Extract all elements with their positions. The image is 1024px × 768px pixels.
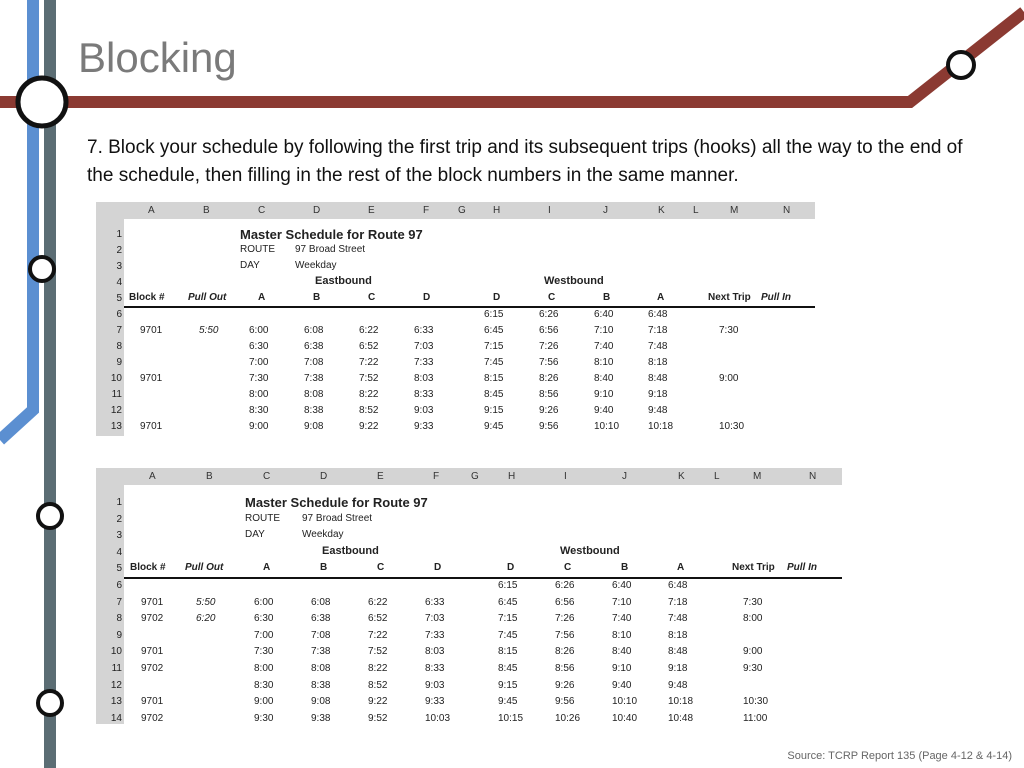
table-cell: 9:45 bbox=[498, 696, 518, 708]
table-cell: 6:33 bbox=[414, 325, 434, 336]
table-cell: 8:00 bbox=[249, 389, 269, 400]
column-letter: D bbox=[313, 205, 321, 216]
column-header-cell: B bbox=[320, 562, 328, 574]
table-cell: 8:48 bbox=[648, 373, 668, 384]
station-marker bbox=[38, 691, 62, 715]
column-letter: E bbox=[368, 205, 375, 216]
table-cell: 10:10 bbox=[594, 421, 620, 432]
table-cell: 7:10 bbox=[594, 325, 614, 336]
column-header-cell: Block # bbox=[129, 292, 165, 303]
table-cell: 8:08 bbox=[304, 389, 324, 400]
table-cell: 6:22 bbox=[368, 596, 388, 608]
day-label: DAY bbox=[245, 529, 265, 541]
table-cell: 6:38 bbox=[311, 613, 331, 625]
slide-title: Blocking bbox=[78, 34, 237, 81]
table-cell: 9:30 bbox=[254, 712, 274, 724]
table-cell: 9:03 bbox=[425, 679, 445, 691]
table-cell: 8:15 bbox=[484, 373, 504, 384]
table-cell: 9:40 bbox=[594, 405, 614, 416]
column-letter: G bbox=[458, 205, 466, 216]
table-cell: 9701 bbox=[141, 696, 164, 708]
column-letter: M bbox=[730, 205, 739, 216]
column-letter: K bbox=[678, 471, 685, 482]
table-cell: 7:00 bbox=[249, 357, 269, 368]
table-cell: 7:18 bbox=[648, 325, 668, 336]
table-cell: 6:30 bbox=[249, 341, 269, 352]
table-cell: 9:15 bbox=[484, 405, 504, 416]
table-cell: 10:03 bbox=[425, 712, 451, 724]
table-cell: 11:00 bbox=[743, 712, 768, 724]
column-header-cell: C bbox=[368, 292, 376, 303]
table-cell: 7:40 bbox=[594, 341, 614, 352]
row-number: 3 bbox=[116, 261, 122, 272]
route-value: 97 Broad Street bbox=[295, 244, 366, 255]
table-cell: 9:56 bbox=[539, 421, 559, 432]
table-cell: 8:33 bbox=[425, 663, 445, 674]
row-number: 1 bbox=[116, 497, 122, 508]
table-cell: 9:00 bbox=[254, 696, 274, 708]
table-cell: 6:00 bbox=[249, 325, 269, 336]
westbound-label: Westbound bbox=[560, 544, 620, 557]
table-cell: 7:45 bbox=[484, 357, 504, 368]
row-number: 9 bbox=[116, 357, 122, 368]
column-header-cell: Pull Out bbox=[185, 562, 224, 574]
table-cell: 9:56 bbox=[555, 696, 575, 708]
table-cell: 8:33 bbox=[414, 389, 434, 400]
day-value: Weekday bbox=[295, 260, 337, 271]
row-number: 13 bbox=[110, 696, 122, 708]
table-cell: 6:40 bbox=[594, 309, 614, 320]
column-header-cell: B bbox=[313, 292, 321, 303]
table-cell: 6:33 bbox=[425, 596, 445, 608]
table-cell: 6:52 bbox=[368, 613, 388, 625]
column-letter: N bbox=[809, 471, 817, 482]
instruction-text: 7. Block your schedule by following the first trip and its subsequent trips (hooks) all the way to the end of the schedule, then filling in the rest of the block numbers in the same manner. bbox=[87, 137, 963, 186]
day-label: DAY bbox=[240, 260, 260, 271]
table-cell: 8:56 bbox=[539, 389, 559, 400]
table-cell: 8:22 bbox=[368, 663, 388, 674]
column-header-cell: B bbox=[603, 292, 611, 303]
row-number: 10 bbox=[110, 373, 122, 384]
table-cell: 7:08 bbox=[311, 629, 331, 641]
table-cell: 7:52 bbox=[359, 373, 379, 384]
table-cell: 9:08 bbox=[311, 696, 331, 708]
table-cell: 10:26 bbox=[555, 712, 581, 724]
table-cell: 8:10 bbox=[594, 357, 614, 368]
table-cell: 9:48 bbox=[668, 679, 688, 691]
table-cell: 6:08 bbox=[304, 325, 324, 336]
day-value: Weekday bbox=[302, 529, 344, 541]
table-cell: 8:03 bbox=[425, 646, 445, 658]
column-header-cell: C bbox=[548, 292, 556, 303]
row-number: 12 bbox=[110, 679, 122, 691]
table-cell: 10:18 bbox=[648, 421, 674, 432]
station-marker-large bbox=[18, 78, 66, 126]
row-number: 11 bbox=[111, 389, 122, 400]
table-cell: 10:15 bbox=[498, 712, 524, 724]
table-cell: 7:26 bbox=[555, 613, 575, 625]
table-cell: 7:48 bbox=[668, 613, 688, 625]
table-cell: 8:03 bbox=[414, 373, 434, 384]
table-cell: 9:40 bbox=[612, 679, 632, 691]
table-cell: 5:50 bbox=[196, 596, 216, 608]
column-header-cell: D bbox=[423, 292, 431, 303]
table-cell: 8:52 bbox=[359, 405, 379, 416]
column-header-cell: Pull In bbox=[761, 292, 791, 303]
table-cell: 9:33 bbox=[414, 421, 434, 432]
table-cell: 9:22 bbox=[359, 421, 379, 432]
column-letter: H bbox=[508, 471, 516, 482]
column-header-cell: C bbox=[564, 562, 572, 574]
table-cell: 6:15 bbox=[498, 580, 518, 591]
table-cell: 8:08 bbox=[311, 663, 331, 674]
column-letter: A bbox=[148, 205, 155, 216]
column-letter: C bbox=[263, 471, 271, 482]
table-cell: 10:10 bbox=[612, 696, 638, 708]
column-header-cell: A bbox=[657, 292, 665, 303]
column-header-cell: C bbox=[377, 562, 385, 574]
table-cell: 9:48 bbox=[648, 405, 668, 416]
table-cell: 8:26 bbox=[539, 373, 559, 384]
table-cell: 7:22 bbox=[359, 357, 379, 368]
table-cell: 8:40 bbox=[594, 373, 614, 384]
column-letter: M bbox=[753, 471, 762, 482]
route-value: 97 Broad Street bbox=[302, 512, 373, 524]
table-cell: 9702 bbox=[141, 663, 164, 674]
table-cell: 9701 bbox=[140, 421, 163, 432]
column-letter: K bbox=[658, 205, 665, 216]
column-letter: J bbox=[622, 471, 627, 482]
table-cell: 6:15 bbox=[484, 309, 504, 320]
table-cell: 6:56 bbox=[555, 596, 575, 608]
column-header-cell: Next Trip bbox=[732, 562, 775, 574]
row-number: 14 bbox=[110, 712, 122, 724]
column-letter: E bbox=[377, 471, 384, 482]
table-cell: 6:38 bbox=[304, 341, 324, 352]
table-cell: 8:10 bbox=[612, 629, 632, 641]
table-cell: 7:38 bbox=[311, 646, 331, 658]
row-number: 5 bbox=[116, 293, 122, 304]
table-cell: 9:33 bbox=[425, 696, 445, 708]
table-cell: 8:38 bbox=[311, 679, 331, 691]
table-cell: 7:00 bbox=[254, 629, 274, 641]
eastbound-label: Eastbound bbox=[322, 544, 379, 557]
table-cell: 8:40 bbox=[612, 646, 632, 658]
table-cell: 8:26 bbox=[555, 646, 575, 658]
column-header-cell: Pull In bbox=[787, 562, 817, 574]
route-label: ROUTE bbox=[245, 512, 280, 524]
table-cell: 10:48 bbox=[668, 712, 694, 724]
table-cell: 8:30 bbox=[254, 679, 274, 691]
route-label: ROUTE bbox=[240, 244, 275, 255]
column-header-cell: A bbox=[263, 562, 271, 574]
table-cell: 9:38 bbox=[311, 712, 331, 724]
column-letter: B bbox=[206, 471, 213, 482]
table-cell: 9:18 bbox=[668, 663, 688, 674]
table-cell: 9701 bbox=[141, 646, 164, 658]
westbound-label: Westbound bbox=[544, 275, 604, 287]
table-cell: 5:50 bbox=[199, 325, 219, 336]
column-letter: B bbox=[203, 205, 210, 216]
column-letter: F bbox=[433, 471, 440, 482]
table-cell: 8:00 bbox=[254, 663, 274, 674]
row-number: 10 bbox=[110, 646, 122, 658]
table-cell: 7:30 bbox=[743, 596, 763, 608]
table-cell: 7:30 bbox=[719, 325, 739, 336]
table-cell: 6:26 bbox=[539, 309, 559, 320]
table-cell: 7:56 bbox=[539, 357, 559, 368]
column-letter: I bbox=[548, 205, 551, 216]
source-citation: Source: TCRP Report 135 (Page 4-12 & 4-14) bbox=[787, 750, 1012, 762]
column-header-cell: A bbox=[677, 562, 685, 574]
column-letter: C bbox=[258, 205, 266, 216]
table-cell: 9702 bbox=[141, 613, 164, 625]
row-number: 4 bbox=[116, 546, 122, 558]
row-number: 11 bbox=[111, 663, 122, 674]
table-cell: 6:00 bbox=[254, 596, 274, 608]
table-cell: 9701 bbox=[141, 596, 164, 608]
row-number: 5 bbox=[116, 563, 122, 575]
row-number: 2 bbox=[116, 245, 122, 256]
table-cell: 7:30 bbox=[249, 373, 269, 384]
table-cell: 8:45 bbox=[484, 389, 504, 400]
table-cell: 9:00 bbox=[719, 373, 739, 384]
table-cell: 8:30 bbox=[249, 405, 269, 416]
table-cell: 6:45 bbox=[484, 325, 504, 336]
table-cell: 9:15 bbox=[498, 679, 518, 691]
table-cell: 7:18 bbox=[668, 596, 688, 608]
row-number: 4 bbox=[116, 277, 122, 288]
table-cell: 9:45 bbox=[484, 421, 504, 432]
column-letter: H bbox=[493, 205, 501, 216]
header-underline bbox=[124, 306, 815, 308]
table-cell: 9:00 bbox=[249, 421, 269, 432]
table-cell: 7:48 bbox=[648, 341, 668, 352]
spreadsheet-before-blocking bbox=[96, 202, 815, 436]
row-number: 7 bbox=[116, 596, 122, 608]
table-cell: 9:26 bbox=[539, 405, 559, 416]
column-letter: L bbox=[714, 471, 720, 482]
table-cell: 9701 bbox=[140, 325, 163, 336]
row-number: 3 bbox=[116, 530, 122, 542]
column-letter: G bbox=[471, 471, 479, 482]
table-cell: 7:10 bbox=[612, 596, 632, 608]
row-number: 9 bbox=[116, 629, 122, 641]
table-cell: 7:38 bbox=[304, 373, 324, 384]
table-cell: 7:33 bbox=[414, 357, 434, 368]
table-cell: 6:48 bbox=[648, 309, 668, 320]
table-cell: 7:45 bbox=[498, 629, 518, 641]
table-cell: 7:33 bbox=[425, 629, 445, 641]
row-number: 6 bbox=[116, 580, 122, 591]
row-number: 7 bbox=[116, 325, 122, 336]
table-cell: 9702 bbox=[141, 712, 164, 724]
table-cell: 7:08 bbox=[304, 357, 324, 368]
column-letter: I bbox=[564, 471, 567, 482]
table-cell: 9:52 bbox=[368, 712, 388, 724]
column-letter: L bbox=[693, 205, 699, 216]
table-cell: 6:56 bbox=[539, 325, 559, 336]
row-number: 8 bbox=[116, 341, 122, 352]
row-number: 2 bbox=[116, 513, 122, 525]
header-underline bbox=[124, 577, 842, 579]
column-header-cell: Block # bbox=[130, 562, 166, 574]
row-number: 12 bbox=[110, 405, 122, 416]
table-cell: 10:18 bbox=[668, 696, 694, 708]
table-cell: 6:26 bbox=[555, 580, 575, 591]
column-header-cell: A bbox=[258, 292, 266, 303]
table-cell: 7:40 bbox=[612, 613, 632, 625]
column-letter: N bbox=[783, 205, 791, 216]
table-cell: 8:45 bbox=[498, 663, 518, 674]
table-cell: 8:22 bbox=[359, 389, 379, 400]
column-header-cell: D bbox=[434, 562, 442, 574]
table-cell: 10:40 bbox=[612, 712, 638, 724]
table-cell: 6:52 bbox=[359, 341, 379, 352]
table-cell: 8:38 bbox=[304, 405, 324, 416]
schedule-title: Master Schedule for Route 97 bbox=[245, 495, 428, 510]
schedule-title: Master Schedule for Route 97 bbox=[240, 227, 423, 242]
table-cell: 7:15 bbox=[484, 341, 504, 352]
table-cell: 8:15 bbox=[498, 646, 518, 658]
table-cell: 6:30 bbox=[254, 613, 274, 625]
table-cell: 8:48 bbox=[668, 646, 688, 658]
row-number: 13 bbox=[110, 421, 122, 432]
column-header-cell: D bbox=[493, 292, 501, 303]
station-marker bbox=[38, 504, 62, 528]
station-marker bbox=[948, 52, 974, 78]
table-cell: 9:08 bbox=[304, 421, 324, 432]
table-cell: 7:52 bbox=[368, 646, 388, 658]
column-letter: D bbox=[320, 471, 328, 482]
column-letter: A bbox=[149, 471, 156, 482]
table-cell: 8:18 bbox=[668, 629, 688, 641]
table-cell: 6:08 bbox=[311, 596, 331, 608]
table-cell: 10:30 bbox=[719, 421, 745, 432]
table-cell: 10:30 bbox=[743, 696, 769, 708]
blue-track-line bbox=[0, 0, 33, 440]
table-cell: 6:40 bbox=[612, 580, 632, 591]
table-cell: 8:18 bbox=[648, 357, 668, 368]
table-cell: 9:18 bbox=[648, 389, 668, 400]
table-cell: 9:10 bbox=[612, 663, 632, 674]
spreadsheet-after-blocking bbox=[96, 468, 842, 724]
row-number: 6 bbox=[116, 309, 122, 320]
table-cell: 9:26 bbox=[555, 679, 575, 691]
table-cell: 7:26 bbox=[539, 341, 559, 352]
column-letter: J bbox=[603, 205, 608, 216]
row-number: 8 bbox=[116, 613, 122, 625]
table-cell: 9:03 bbox=[414, 405, 434, 416]
table-cell: 6:48 bbox=[668, 580, 688, 591]
column-header-cell: Next Trip bbox=[708, 292, 751, 303]
table-cell: 7:03 bbox=[414, 341, 434, 352]
table-cell: 6:22 bbox=[359, 325, 379, 336]
table-cell: 9:22 bbox=[368, 696, 388, 708]
table-cell: 9701 bbox=[140, 373, 163, 384]
column-header-cell: D bbox=[507, 562, 515, 574]
station-marker bbox=[30, 257, 54, 281]
table-cell: 7:22 bbox=[368, 629, 388, 641]
table-cell: 7:03 bbox=[425, 613, 445, 625]
table-cell: 6:45 bbox=[498, 596, 518, 608]
eastbound-label: Eastbound bbox=[315, 275, 372, 287]
table-cell: 7:30 bbox=[254, 646, 274, 658]
table-cell: 9:00 bbox=[743, 646, 763, 658]
column-header-cell: Pull Out bbox=[188, 292, 227, 303]
column-header-cell: B bbox=[621, 562, 629, 574]
table-cell: 6:20 bbox=[196, 613, 216, 625]
table-cell: 9:10 bbox=[594, 389, 614, 400]
table-cell: 9:30 bbox=[743, 663, 763, 674]
table-cell: 7:15 bbox=[498, 613, 518, 625]
row-number: 1 bbox=[116, 229, 122, 240]
table-cell: 8:52 bbox=[368, 679, 388, 691]
column-letter: F bbox=[423, 205, 430, 216]
table-cell: 8:56 bbox=[555, 663, 575, 674]
table-cell: 7:56 bbox=[555, 629, 575, 641]
table-cell: 8:00 bbox=[743, 613, 763, 625]
